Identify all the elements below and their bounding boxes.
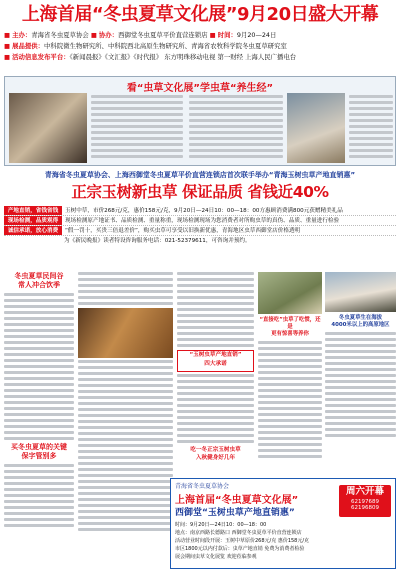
middle-column-1 [78, 272, 173, 534]
promo-table [4, 206, 396, 246]
left-lower-title: 买冬虫夏草的关键 保字管别多 [11, 443, 67, 460]
cordyceps-product-photo [78, 308, 173, 358]
info-row-host: ■ 主办：青海省冬虫夏草协会 ■ 协办：西御堂冬虫夏草平价直营连锁店 ■ 时间：9月20—24日 [4, 31, 277, 39]
promo-row [4, 206, 396, 216]
ad-subtitle: 西御堂“玉树虫草产地直销惠” [175, 508, 295, 518]
promo-tag: 现场检测，品质观得 [4, 216, 62, 225]
promo-tag: 诚信承诺，放心消费 [4, 226, 62, 235]
mid2-text [177, 272, 254, 347]
left-column [4, 272, 74, 530]
ad-organizer: 青海省冬虫夏草协会 [175, 483, 230, 490]
mid-text [78, 272, 173, 305]
media-label: 活动信息发布平台： [12, 53, 70, 61]
ad-line: 展会期间虫草文化展览 欢迎莅临参观 [175, 554, 257, 560]
promo-tag: 产地直销，省钱省钱 [4, 206, 62, 215]
ad-line: 地点：南京西路长德路口 西御堂冬虫夏草平价直营连锁店 [175, 530, 302, 536]
left-text [4, 293, 74, 440]
right-head: “直接吃”虫草了吃惯，还是 更有惊喜等养你 [259, 317, 321, 337]
left-column-title: 冬虫夏草民间谷 常人冲合饮季 [14, 272, 64, 289]
media-value: 《新闻晨报》《文汇报》《时代报》 东方明珠移动电视 第一财经 上海人民广播电台 [69, 53, 297, 61]
mid-text-2 [78, 360, 173, 531]
sub-headline-2: 正宗玉树新虫草 保证品质 省钱近40% [71, 183, 329, 201]
exhibits-label: 展品提供： [12, 42, 45, 50]
right-column-1 [258, 272, 322, 461]
promo-value: “假一罚十，买贵三倍退差价”，购买虫草可享受以旧换新优惠，青海地区虫草西御堂店价格透明 [65, 228, 301, 234]
info-row-exhibits: ■ 展品提供：中科院微生物研究所、中科院西北高原生物研究所、青海省农牧科学院冬虫夏草研究室 [4, 42, 287, 50]
opening-badge [339, 485, 391, 517]
organizer-label: 协办： [98, 31, 119, 39]
mountain-caption: 冬虫夏草生在海拔 4000米以上的高原地区 [331, 315, 390, 328]
promo-note: 为《新民晚报》读者特设咨询服务电话：021-52379611，可咨询并预约。 [64, 238, 251, 244]
right2-text [325, 332, 396, 437]
ad-details [175, 521, 393, 561]
right-column-2 [325, 272, 396, 440]
promo-value: 现场检测原产地证书、品质检测、重量称重，现场检测现场为您消费者对所购虫草的真伪、品质、重量进行检验 [65, 218, 340, 224]
mid2-text-2 [177, 374, 254, 443]
middle-column-2 [177, 272, 254, 464]
promise-caption: “玉树虫草产地直销” 四大承诺 [177, 350, 254, 372]
page-headline: 上海首届“冬虫夏草文化展”9月20日盛大开幕 [21, 4, 379, 25]
promo-row [4, 226, 396, 236]
ad-line: 市区1800元以内付款后：虫草产地直销 免费为消费者检验 [175, 546, 305, 552]
exhibits-value: 中科院微生物研究所、中科院西北高原生物研究所、青海省农牧科学院冬虫夏草研究室 [44, 42, 287, 50]
time-label: 时间： [217, 31, 237, 39]
left-text-2 [4, 464, 74, 527]
ad-line: 活动营业时间段开展：玉树中草原价268元/克 惠价158元/克 [175, 538, 310, 544]
feature-text-column-1 [91, 95, 183, 161]
cordyceps-photo [287, 93, 345, 163]
promo-value: 玉树中草，市价268元/克，惠价158元/克，9月20日—24日10：00—18：00方惠顾消费满800元获赠精美礼品 [65, 208, 343, 214]
time-value: 9月20—24日 [236, 31, 277, 39]
mountain-photo [325, 272, 396, 312]
feature-title: 看“虫草文化展”学虫草“养生经” [126, 83, 274, 94]
event-ad-box [170, 478, 396, 569]
organizer-value: 西御堂冬虫夏草平价直营连锁店 [118, 31, 208, 39]
promo-row [4, 216, 396, 226]
feature-text-column-3 [349, 95, 393, 161]
feature-text-column-2 [189, 95, 283, 161]
phone-2: 62196809 [351, 505, 379, 511]
ad-title: 上海首届“冬虫夏草文化展” [175, 495, 299, 506]
host-label: 主办： [12, 31, 32, 39]
host-value: 青海省冬虫夏草协会 [31, 31, 89, 39]
exhibition-photo [9, 93, 87, 163]
sub-headline-1: 青海省冬虫夏草协会、上海西御堂冬虫夏草平价直营连锁店首次联手举办“青海玉树虫草产地直销惠” [44, 171, 356, 179]
badge-label: 周六开幕 [345, 486, 384, 497]
phone-1: 62197689 [351, 499, 379, 505]
ad-line: 时间：9月20日—24日10：00—18：00 [175, 522, 267, 528]
feature-box [4, 76, 396, 166]
right-text [258, 341, 322, 458]
plateau-photo [258, 272, 322, 314]
mid-bottom-head: 吃一冬正宗玉树虫草 入秋健身好几年 [190, 447, 241, 461]
event-info [4, 30, 396, 63]
info-row-media: ■ 活动信息发布平台：《新闻晨报》《文汇报》《时代报》 东方明珠移动电视 第一财经 上海人民广播电台 [4, 53, 297, 61]
